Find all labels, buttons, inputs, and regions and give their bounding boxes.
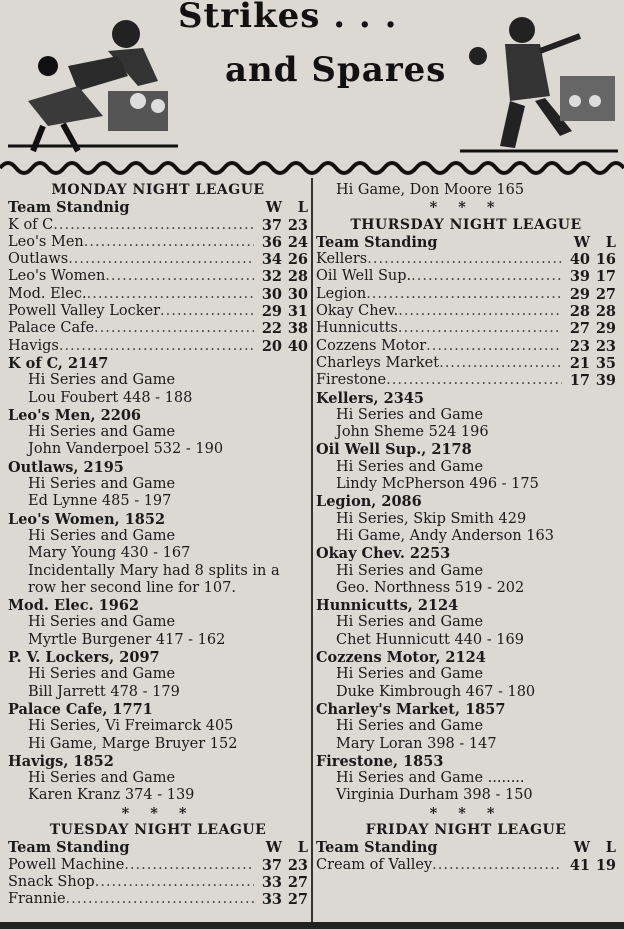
wins: 41 (569, 856, 590, 874)
wins: 30 (261, 285, 282, 303)
team-name: Powell Valley Locker (8, 303, 160, 320)
losses: 23 (287, 216, 308, 234)
wins: 36 (261, 233, 282, 251)
standing-row (8, 891, 308, 908)
team-name: Havigs (8, 337, 59, 354)
high-line: Hi Series and Game (336, 458, 484, 475)
losses: 23 (287, 856, 308, 874)
high-line: Lindy McPherson 496 - 175 (336, 476, 539, 493)
team-high-heading: Havigs, 1852 (8, 752, 114, 770)
losses: 39 (595, 372, 616, 390)
team-high-heading: Cozzens Motor, 2124 (316, 649, 486, 667)
wave-border (0, 156, 624, 178)
wins: 33 (261, 873, 282, 891)
column-divider (311, 178, 313, 929)
team-high-heading: Firestone, 1853 (316, 752, 444, 770)
high-line: Hi Game, Marge Bruyer 152 (28, 735, 238, 752)
wins: 37 (261, 856, 282, 874)
wins: 23 (569, 337, 590, 355)
losses: 30 (287, 285, 308, 303)
section-separator: * * * (121, 804, 195, 822)
high-line: Hi Series and Game (28, 372, 176, 389)
header-w: W (265, 839, 282, 857)
standing-row (316, 338, 616, 355)
high-line: Hi Series, Skip Smith 429 (336, 510, 527, 527)
losses: 23 (595, 337, 616, 355)
losses: 17 (595, 268, 616, 286)
standing-row (316, 268, 616, 285)
high-line: Hi Series and Game (28, 424, 176, 441)
wins: 21 (569, 354, 590, 372)
masthead-title-line1: Strikes . . . (178, 0, 398, 36)
standings-header-monday (8, 199, 308, 216)
wins: 32 (261, 268, 282, 286)
high-line: Duke Kimbrough 467 - 180 (336, 683, 536, 700)
team-name: Leo's Men (8, 233, 84, 250)
header-l: L (297, 839, 308, 857)
high-line: Hi Game, Don Moore 165 (336, 182, 525, 198)
losses: 24 (287, 233, 308, 251)
wins: 22 (261, 320, 282, 338)
high-line: Hi Series and Game (336, 614, 484, 631)
standing-row (8, 320, 308, 337)
standing-row (8, 251, 308, 268)
team-high-heading: K of C, 2147 (8, 354, 109, 372)
standing-row (8, 217, 308, 234)
high-line: Lou Foubert 448 - 188 (28, 389, 193, 406)
team-name: Firestone (316, 372, 387, 389)
high-line: Chet Hunnicutt 440 - 169 (336, 631, 524, 648)
losses: 38 (287, 320, 308, 338)
header-l: L (605, 233, 616, 251)
losses: 40 (287, 337, 308, 355)
losses: 28 (595, 303, 616, 321)
standing-row (316, 320, 616, 337)
high-line: Hi Series and Game (336, 406, 484, 423)
header-l: L (605, 839, 616, 857)
high-line: Mary Loran 398 - 147 (336, 735, 497, 752)
losses: 16 (595, 251, 616, 269)
league-title-thursday: THURSDAY NIGHT LEAGUE (350, 216, 582, 233)
team-name: Hunnicutts (316, 320, 398, 337)
team-high-heading: Oil Well Sup., 2178 (316, 441, 472, 459)
header-w: W (573, 839, 590, 857)
team-name: Okay Chev. (316, 303, 399, 320)
standing-row (8, 857, 308, 874)
standing-row (8, 303, 308, 320)
high-line: Hi Series and Game (336, 666, 484, 683)
high-line: Hi Series and Game (28, 770, 176, 787)
right-column (316, 182, 616, 874)
bowler-illustration-right (460, 6, 618, 156)
left-column (8, 182, 308, 908)
team-high-heading: Leo's Women, 1852 (8, 510, 166, 528)
league-title-friday: FRIDAY NIGHT LEAGUE (365, 821, 567, 838)
standing-row (8, 874, 308, 891)
team-name: Powell Machine (8, 856, 125, 873)
standing-row (316, 251, 616, 268)
section-separator: * * * (429, 199, 503, 217)
standing-row (316, 857, 616, 874)
header-w: W (265, 199, 282, 217)
section-separator: * * * (429, 804, 503, 822)
high-line: Hi Game, Andy Anderson 163 (336, 527, 554, 544)
high-line: Ed Lynne 485 - 197 (28, 493, 172, 510)
team-high-heading: Leo's Men, 2206 (8, 406, 142, 424)
team-high-heading: Okay Chev. 2253 (316, 545, 451, 563)
team-name: Snack Shop (8, 873, 95, 890)
high-line: Bill Jarrett 478 - 179 (28, 683, 180, 700)
wins: 29 (569, 285, 590, 303)
header-team: Team Standing (316, 233, 438, 251)
bowler-illustration-left (8, 6, 178, 156)
wins: 27 (569, 320, 590, 338)
team-name: Mod. Elec. (8, 285, 87, 302)
high-line: Hi Series and Game (28, 666, 176, 683)
standings-header-friday (316, 839, 616, 856)
team-name: Cream of Valley (316, 856, 433, 873)
losses: 27 (287, 873, 308, 891)
masthead (0, 0, 624, 160)
team-name: Kellers (316, 251, 368, 268)
wins: 40 (569, 251, 590, 269)
high-line: Hi Series and Game (28, 476, 176, 493)
team-name: Frannie (8, 891, 66, 908)
team-name: Leo's Women (8, 268, 106, 285)
header-team: Team Standing (8, 839, 130, 857)
losses: 28 (287, 268, 308, 286)
wins: 34 (261, 251, 282, 269)
bottom-rule (0, 922, 624, 929)
high-line: Hi Series, Vi Freimarck 405 (28, 718, 234, 735)
high-line: Hi Series and Game (336, 718, 484, 735)
high-line: Karen Kranz 374 - 139 (28, 787, 195, 804)
header-l: L (297, 199, 308, 217)
standings-header-tuesday (8, 839, 308, 856)
league-title-monday: MONDAY NIGHT LEAGUE (51, 182, 265, 198)
losses: 19 (595, 856, 616, 874)
wins: 28 (569, 303, 590, 321)
standing-row (316, 286, 616, 303)
team-name: Palace Cafe (8, 320, 95, 337)
header-team: Team Standnig (8, 199, 130, 217)
high-line: Hi Series and Game (336, 562, 484, 579)
team-high-heading: Mod. Elec. 1962 (8, 597, 140, 615)
team-high-heading: Hunnicutts, 2124 (316, 597, 459, 615)
high-line: Hi Series and Game (28, 527, 176, 544)
losses: 29 (595, 320, 616, 338)
high-line: Geo. Northness 519 - 202 (336, 579, 525, 596)
league-title-tuesday: TUESDAY NIGHT LEAGUE (49, 821, 267, 838)
header-team: Team Standing (316, 839, 438, 857)
standings-header-thursday (316, 234, 616, 251)
standing-row (8, 268, 308, 285)
team-name: Legion (316, 285, 367, 302)
wins: 37 (261, 216, 282, 234)
team-high-heading: Palace Cafe, 1771 (8, 700, 153, 718)
standing-row (8, 286, 308, 303)
high-line: Mary Young 430 - 167 (28, 545, 191, 562)
losses: 35 (595, 354, 616, 372)
wins: 33 (261, 891, 282, 909)
wins: 17 (569, 372, 590, 390)
losses: 31 (287, 303, 308, 321)
team-name: Charleys Market (316, 354, 440, 371)
high-note: Incidentally Mary had 8 splits in a row her second line for 107. (28, 562, 280, 596)
standing-row (8, 338, 308, 355)
standing-row (316, 372, 616, 389)
high-line: Hi Series and Game (28, 614, 176, 631)
team-high-heading: Outlaws, 2195 (8, 458, 124, 476)
header-w: W (573, 233, 590, 251)
masthead-title-line2: and Spares (225, 50, 447, 90)
team-name: Cozzens Motor (316, 337, 427, 354)
team-name: K of C (8, 216, 54, 233)
standing-row (8, 234, 308, 251)
losses: 27 (287, 891, 308, 909)
team-high-heading: Legion, 2086 (316, 493, 422, 511)
team-high-heading: Kellers, 2345 (316, 389, 425, 407)
team-high-heading: Charley's Market, 1857 (316, 700, 506, 718)
standing-row (316, 355, 616, 372)
wins: 39 (569, 268, 590, 286)
team-name: Outlaws (8, 251, 69, 268)
team-high-heading: P. V. Lockers, 2097 (8, 649, 160, 667)
losses: 27 (595, 285, 616, 303)
high-line: John Vanderpoel 532 - 190 (28, 441, 224, 458)
high-line: John Sheme 524 196 (336, 424, 489, 441)
high-line: Myrtle Burgener 417 - 162 (28, 631, 226, 648)
wins: 20 (261, 337, 282, 355)
wins: 29 (261, 303, 282, 321)
high-line: Hi Series and Game ........ (336, 770, 525, 787)
high-line: Virginia Durham 398 - 150 (336, 787, 533, 804)
standing-row (316, 303, 616, 320)
team-name: Oil Well Sup. (316, 268, 412, 285)
losses: 26 (287, 251, 308, 269)
